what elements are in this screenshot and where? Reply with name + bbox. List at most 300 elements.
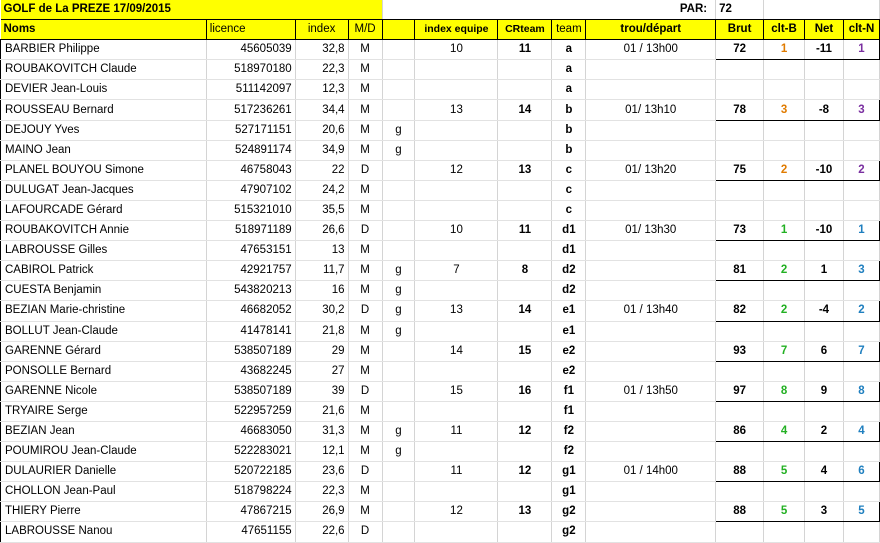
title-row [1,0,880,20]
index-cell: 20,6 [295,120,348,140]
net-cell [805,241,844,261]
header-crteam: CRteam [498,20,552,40]
md-cell: M [348,502,382,522]
table-row [1,60,880,80]
player-name: ROUBAKOVITCH Claude [1,60,207,80]
crteam-cell: 8 [498,261,552,281]
team-cell: b [552,140,586,160]
brut-cell [716,140,764,160]
clt-n-cell [843,60,879,80]
md-cell: D [348,381,382,401]
g-cell [382,381,415,401]
index-cell: 26,9 [295,502,348,522]
licence-cell: 515321010 [206,200,295,220]
crteam-cell [498,522,552,542]
clt-n-cell: 6 [843,462,879,482]
clt-b-cell [764,241,805,261]
table-row [1,381,880,401]
trou-depart-cell [586,140,716,160]
g-cell [382,462,415,482]
trou-depart-cell [586,281,716,301]
index-cell: 21,8 [295,321,348,341]
index-equipe-cell [415,442,498,462]
clt-b-cell [764,361,805,381]
table-row [1,140,880,160]
md-cell: M [348,261,382,281]
brut-cell [716,321,764,341]
crteam-cell: 15 [498,341,552,361]
clt-n-cell [843,120,879,140]
net-cell: -4 [805,301,844,321]
clt-b-cell: 8 [764,381,805,401]
net-cell [805,321,844,341]
index-cell: 34,9 [295,140,348,160]
trou-depart-cell [586,522,716,542]
clt-b-cell: 7 [764,341,805,361]
player-name: GARENNE Gérard [1,341,207,361]
clt-b-cell [764,482,805,502]
net-cell: 3 [805,502,844,522]
clt-b-cell [764,281,805,301]
team-cell: f2 [552,421,586,441]
clt-b-cell [764,401,805,421]
licence-cell: 42921757 [206,261,295,281]
g-cell [382,100,415,120]
header-index-equipe: index equipe [415,20,498,40]
table-row [1,341,880,361]
index-equipe-cell: 11 [415,421,498,441]
player-name: ROUSSEAU Bernard [1,100,207,120]
net-cell: 9 [805,381,844,401]
table-row [1,261,880,281]
team-cell: g2 [552,502,586,522]
header-g [382,20,415,40]
player-name: LAFOURCADE Gérard [1,200,207,220]
clt-b-cell [764,140,805,160]
index-equipe-cell [415,321,498,341]
index-equipe-cell [415,522,498,542]
brut-cell: 75 [716,160,764,180]
team-cell: a [552,40,586,60]
brut-cell: 86 [716,421,764,441]
index-cell: 30,2 [295,301,348,321]
player-name: BOLLUT Jean-Claude [1,321,207,341]
g-cell: g [382,261,415,281]
licence-cell: 41478141 [206,321,295,341]
licence-cell: 47653151 [206,241,295,261]
crteam-cell [498,200,552,220]
crteam-cell [498,120,552,140]
index-cell: 34,4 [295,100,348,120]
index-equipe-cell: 10 [415,40,498,60]
trou-depart-cell: 01/ 13h10 [586,100,716,120]
crteam-cell: 13 [498,160,552,180]
index-cell: 27 [295,361,348,381]
table-row [1,482,880,502]
table-row [1,160,880,180]
crteam-cell: 16 [498,381,552,401]
clt-b-cell: 5 [764,502,805,522]
crteam-cell: 14 [498,301,552,321]
clt-b-cell [764,180,805,200]
g-cell: g [382,421,415,441]
licence-cell: 43682245 [206,361,295,381]
md-cell: M [348,281,382,301]
clt-b-cell: 2 [764,301,805,321]
md-cell: D [348,160,382,180]
clt-b-cell: 1 [764,221,805,241]
index-cell: 26,6 [295,221,348,241]
player-name: BEZIAN Marie-christine [1,301,207,321]
crteam-cell: 11 [498,221,552,241]
net-cell: 2 [805,421,844,441]
g-cell [382,80,415,100]
brut-cell [716,180,764,200]
g-cell [382,401,415,421]
md-cell: M [348,241,382,261]
header-row [1,20,880,40]
trou-depart-cell [586,502,716,522]
brut-cell [716,522,764,542]
team-cell: g1 [552,462,586,482]
player-name: DULUGAT Jean-Jacques [1,180,207,200]
crteam-cell [498,140,552,160]
brut-cell: 88 [716,462,764,482]
licence-cell: 47907102 [206,180,295,200]
clt-b-cell [764,321,805,341]
g-cell: g [382,140,415,160]
trou-depart-cell [586,321,716,341]
trou-depart-cell [586,401,716,421]
header-team: team [552,20,586,40]
net-cell [805,522,844,542]
index-equipe-cell: 12 [415,502,498,522]
clt-n-cell [843,180,879,200]
index-equipe-cell: 12 [415,160,498,180]
team-cell: d2 [552,261,586,281]
licence-cell: 47651155 [206,522,295,542]
g-cell [382,341,415,361]
team-cell: g2 [552,522,586,542]
crteam-cell [498,401,552,421]
player-name: PLANEL BOUYOU Simone [1,160,207,180]
licence-cell: 527171151 [206,120,295,140]
trou-depart-cell: 01 / 13h00 [586,40,716,60]
md-cell: D [348,221,382,241]
licence-cell: 46682052 [206,301,295,321]
index-equipe-cell [415,180,498,200]
team-cell: e2 [552,341,586,361]
index-equipe-cell: 13 [415,301,498,321]
g-cell [382,200,415,220]
md-cell: M [348,60,382,80]
crteam-cell [498,180,552,200]
index-cell: 24,2 [295,180,348,200]
clt-n-cell: 1 [843,221,879,241]
brut-cell: 78 [716,100,764,120]
crteam-cell: 12 [498,462,552,482]
net-cell [805,120,844,140]
player-name: BEZIAN Jean [1,421,207,441]
net-cell: -8 [805,100,844,120]
licence-cell: 538507189 [206,341,295,361]
net-cell: -11 [805,40,844,60]
team-cell: d1 [552,221,586,241]
md-cell: M [348,421,382,441]
md-cell: M [348,80,382,100]
brut-cell [716,442,764,462]
index-equipe-cell [415,241,498,261]
brut-cell: 73 [716,221,764,241]
clt-b-cell [764,442,805,462]
crteam-cell: 11 [498,40,552,60]
brut-cell [716,482,764,502]
net-cell [805,140,844,160]
trou-depart-cell [586,421,716,441]
index-equipe-cell [415,60,498,80]
index-cell: 32,8 [295,40,348,60]
table-row [1,361,880,381]
brut-cell [716,241,764,261]
g-cell [382,40,415,60]
clt-n-cell [843,80,879,100]
brut-cell: 72 [716,40,764,60]
g-cell: g [382,321,415,341]
team-cell: f1 [552,381,586,401]
licence-cell: 511142097 [206,80,295,100]
par-value: 72 [716,0,764,20]
net-cell [805,361,844,381]
md-cell: D [348,522,382,542]
table-row [1,241,880,261]
clt-b-cell [764,522,805,542]
table-row [1,462,880,482]
index-equipe-cell: 11 [415,462,498,482]
team-cell: b [552,100,586,120]
g-cell [382,180,415,200]
g-cell [382,221,415,241]
brut-cell [716,60,764,80]
g-cell [382,241,415,261]
md-cell: M [348,100,382,120]
table-row [1,221,880,241]
header-clt-n: clt-N [843,20,879,40]
trou-depart-cell [586,261,716,281]
clt-n-cell: 2 [843,160,879,180]
index-equipe-cell: 15 [415,381,498,401]
team-cell: b [552,120,586,140]
crteam-cell: 13 [498,502,552,522]
team-cell: f1 [552,401,586,421]
md-cell: M [348,482,382,502]
table-row [1,100,880,120]
trou-depart-cell: 01/ 13h20 [586,160,716,180]
net-cell: 4 [805,462,844,482]
team-cell: f2 [552,442,586,462]
brut-cell: 97 [716,381,764,401]
index-cell: 13 [295,241,348,261]
trou-depart-cell [586,241,716,261]
net-cell: -10 [805,221,844,241]
player-name: TRYAIRE Serge [1,401,207,421]
index-equipe-cell: 10 [415,221,498,241]
g-cell: g [382,281,415,301]
g-cell [382,160,415,180]
licence-cell: 518798224 [206,482,295,502]
crteam-cell [498,60,552,80]
index-equipe-cell [415,140,498,160]
clt-b-cell: 4 [764,421,805,441]
net-cell [805,281,844,301]
team-cell: a [552,60,586,80]
clt-b-cell: 1 [764,40,805,60]
index-cell: 22,3 [295,60,348,80]
net-cell [805,482,844,502]
trou-depart-cell [586,120,716,140]
md-cell: M [348,120,382,140]
index-equipe-cell [415,120,498,140]
md-cell: M [348,40,382,60]
trou-depart-cell: 01 / 13h50 [586,381,716,401]
brut-cell [716,80,764,100]
index-cell: 39 [295,381,348,401]
g-cell [382,60,415,80]
player-name: CUESTA Benjamin [1,281,207,301]
player-name: PONSOLLE Bernard [1,361,207,381]
table-row [1,301,880,321]
clt-n-cell [843,361,879,381]
licence-cell: 47867215 [206,502,295,522]
crteam-cell [498,80,552,100]
brut-cell [716,361,764,381]
trou-depart-cell [586,80,716,100]
licence-cell: 520722185 [206,462,295,482]
player-name: CABIROL Patrick [1,261,207,281]
team-cell: e1 [552,301,586,321]
clt-n-cell: 2 [843,301,879,321]
brut-cell: 93 [716,341,764,361]
net-cell [805,80,844,100]
g-cell [382,502,415,522]
header-clt-b: clt-B [764,20,805,40]
clt-n-cell: 4 [843,421,879,441]
net-cell [805,60,844,80]
crteam-cell [498,281,552,301]
header-index: index [295,20,348,40]
player-name: LABROUSSE Nanou [1,522,207,542]
index-equipe-cell [415,482,498,502]
clt-b-cell: 2 [764,261,805,281]
header-noms: Noms [1,20,207,40]
clt-b-cell [764,80,805,100]
trou-depart-cell: 01 / 13h40 [586,301,716,321]
net-cell [805,401,844,421]
index-equipe-cell [415,80,498,100]
licence-cell: 518970180 [206,60,295,80]
index-equipe-cell: 13 [415,100,498,120]
index-cell: 31,3 [295,421,348,441]
clt-n-cell [843,522,879,542]
player-name: LABROUSSE Gilles [1,241,207,261]
index-cell: 22,6 [295,522,348,542]
team-cell: d1 [552,241,586,261]
clt-n-cell: 8 [843,381,879,401]
table-row [1,401,880,421]
header-licence: licence [206,20,295,40]
player-name: MAINO Jean [1,140,207,160]
crteam-cell [498,241,552,261]
index-cell: 12,1 [295,442,348,462]
index-equipe-cell [415,401,498,421]
index-cell: 21,6 [295,401,348,421]
md-cell: M [348,140,382,160]
crteam-cell [498,442,552,462]
team-cell: c [552,200,586,220]
clt-b-cell: 2 [764,160,805,180]
header-trou-depart: trou/départ [586,20,716,40]
brut-cell [716,401,764,421]
team-cell: c [552,180,586,200]
clt-n-cell: 3 [843,261,879,281]
g-cell [382,482,415,502]
index-equipe-cell: 14 [415,341,498,361]
table-row [1,502,880,522]
sheet-title: GOLF de La PREZE 17/09/2015 [1,0,383,20]
team-cell: e1 [552,321,586,341]
index-cell: 11,7 [295,261,348,281]
table-row [1,281,880,301]
net-cell [805,200,844,220]
g-cell: g [382,120,415,140]
player-name: DULAURIER Danielle [1,462,207,482]
trou-depart-cell [586,482,716,502]
net-cell: -10 [805,160,844,180]
clt-n-cell [843,140,879,160]
table-row [1,120,880,140]
index-cell: 29 [295,341,348,361]
table-row [1,80,880,100]
clt-b-cell [764,200,805,220]
g-cell [382,361,415,381]
player-name: DEVIER Jean-Louis [1,80,207,100]
header-md: M/D [348,20,382,40]
licence-cell: 46683050 [206,421,295,441]
clt-n-cell: 5 [843,502,879,522]
md-cell: M [348,321,382,341]
licence-cell: 522283021 [206,442,295,462]
team-cell: a [552,80,586,100]
player-name: CHOLLON Jean-Paul [1,482,207,502]
player-name: POUMIROU Jean-Claude [1,442,207,462]
md-cell: M [348,442,382,462]
brut-cell: 81 [716,261,764,281]
index-cell: 23,6 [295,462,348,482]
table-row [1,40,880,60]
trou-depart-cell [586,341,716,361]
md-cell: M [348,401,382,421]
licence-cell: 46758043 [206,160,295,180]
clt-n-cell [843,321,879,341]
clt-b-cell [764,60,805,80]
crteam-cell: 14 [498,100,552,120]
table-row [1,522,880,542]
crteam-cell [498,361,552,381]
clt-n-cell: 3 [843,100,879,120]
net-cell: 6 [805,341,844,361]
team-cell: g1 [552,482,586,502]
licence-cell: 45605039 [206,40,295,60]
md-cell: D [348,301,382,321]
